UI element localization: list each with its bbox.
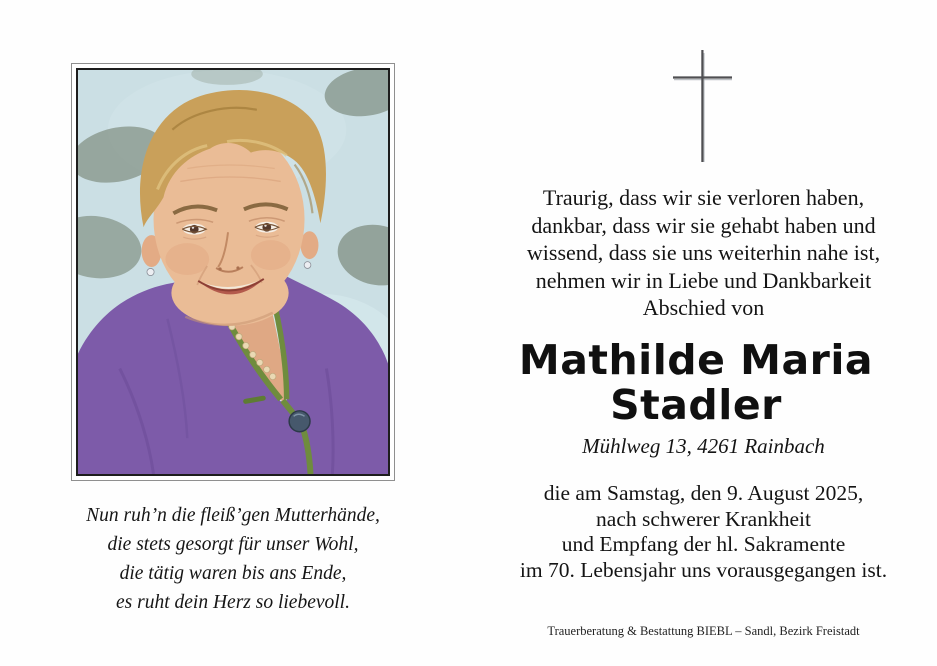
details-line: im 70. Lebensjahr uns vorausgegangen ist.	[519, 557, 888, 582]
poem	[18, 501, 448, 617]
intro-text	[470, 184, 937, 322]
deceased-name-line2: Stadler	[610, 381, 782, 429]
poem-line: die tätig waren bis ans Ende,	[119, 563, 347, 584]
deceased-name	[455, 338, 937, 428]
poem-line: Nun ruh’n die fleiß’gen Mutterhände,	[86, 505, 380, 526]
poem-line: es ruht dein Herz so liebevoll.	[116, 592, 350, 613]
intro-line: Traurig, dass wir sie verloren haben,	[542, 185, 865, 210]
deceased-name-line1: Mathilde Maria	[518, 336, 874, 384]
intro-line: dankbar, dass wir sie gehabt haben und	[531, 212, 876, 238]
funeral-home-credit: Trauerberatung & Bestattung BIEBL – Sandl, Bezirk Freistadt	[547, 624, 860, 638]
portrait-photo	[76, 68, 390, 476]
intro-line: wissend, dass sie uns weiterhin nahe ist,	[526, 240, 881, 265]
intro-line: Abschied von	[642, 295, 765, 320]
deceased-address: Mühlweg 13, 4261 Rainbach	[582, 434, 825, 458]
photo-frame	[71, 63, 395, 481]
details-line: die am Samstag, den 9. August 2025,	[543, 481, 864, 505]
details-line: und Empfang der hl. Sakramente	[561, 532, 846, 556]
portrait-illustration	[78, 70, 388, 474]
poem-line: die stets gesorgt für unser Wohl,	[107, 534, 359, 555]
intro-line: nehmen wir in Liebe und Dankbarkeit	[535, 267, 872, 293]
cross-icon	[660, 48, 745, 164]
details-line: nach schwerer Krankheit	[596, 506, 811, 531]
death-details	[470, 481, 937, 583]
